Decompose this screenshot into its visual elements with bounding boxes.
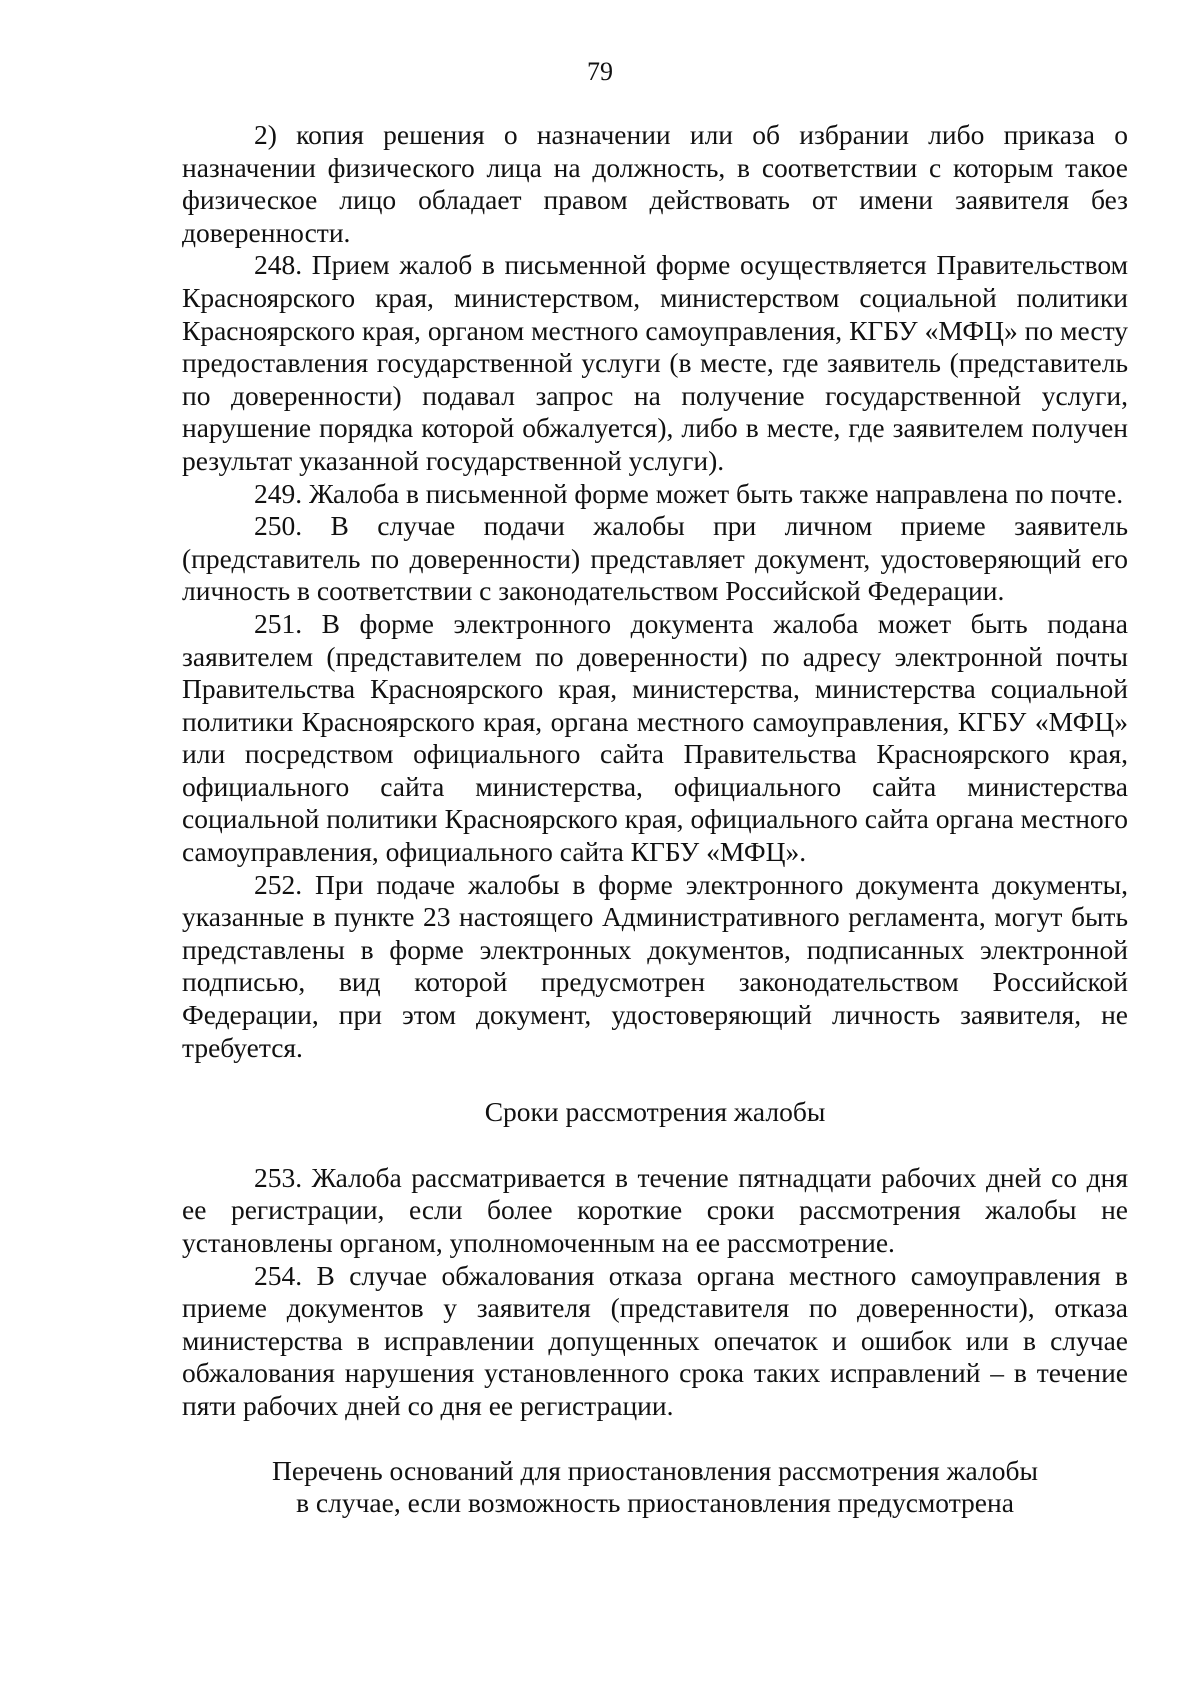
document-body [182, 119, 1128, 1520]
section-heading-complaint-terms: Сроки рассмотрения жалобы [484, 1096, 826, 1128]
section-heading-line-2: в случае, если возможность приостановления предусмотрена [296, 1487, 1014, 1519]
paragraph-253: 253. Жалоба рассматривается в течение пятнадцати рабочих дней со дня ее регистрации, если более короткие сроки рассмотрения жалобы не установлены органом, уполномоченным на ее рассмотрение. [182, 1161, 1128, 1258]
section-heading-suspension-grounds [182, 1455, 1128, 1520]
paragraph-250: 250. В случае подачи жалобы при личном приеме заявитель (представитель по доверенности) представляет документ, удостоверяющий его личность в соответствии с законодательством Российской Федерации. [182, 510, 1128, 607]
paragraph-249: 249. Жалоба в письменной форме может быть также направлена по почте. [254, 477, 1124, 509]
page-number: 79 [587, 57, 613, 86]
paragraph-item-2: 2) копия решения о назначении или об избрании либо приказа о назначении физического лица на должность, в соответствии с которым такое физическое лицо обладает правом действовать от имени заявителя без доверенности. [182, 119, 1128, 248]
section-heading-line-1: Перечень оснований для приостановления рассмотрения жалобы [272, 1454, 1038, 1486]
paragraph-251: 251. В форме электронного документа жалоба может быть подана заявителем (представителем по доверенности) по адресу электронной почты Правительства Красноярского края, министерства, министерства социальной политики Красноярского края, органа местного самоуправления, КГБУ «МФЦ» или посредством официального сайта Правительства Красноярского края, официального сайта министерства, официального сайта министерства социальной политики Красноярского края, официального сайта органа местного самоуправления, официального сайта КГБУ «МФЦ». [182, 607, 1128, 868]
paragraph-254: 254. В случае обжалования отказа органа местного самоуправления в приеме документов у заявителя (представителя по доверенности), отказа министерства в исправлении допущенных опечаток и ошибок или в случае обжалования нарушения установленного срока таких исправлений – в течение пяти рабочих дней со дня ее регистрации. [182, 1259, 1128, 1421]
paragraph-248: 248. Прием жалоб в письменной форме осуществляется Правительством Красноярского края, министерством, министерством социальной политики Красноярского края, органом местного самоуправления, КГБУ «МФЦ» по месту предоставления государственной услуги (в месте, где заявитель (представитель по доверенности) подавал запрос на получение государственной услуги, нарушение порядка которой обжалуется), либо в месте, где заявителем получен результат указанной государственной услуги). [182, 249, 1128, 476]
paragraph-252: 252. При подаче жалобы в форме электронного документа документы, указанные в пункте 23 настоящего Административного регламента, могут быть представлены в форме электронных документов, подписанных электронной подписью, вид которой предусмотрен законодательством Российской Федерации, при этом документ, удостоверяющий личность заявителя, не требуется. [182, 868, 1128, 1063]
